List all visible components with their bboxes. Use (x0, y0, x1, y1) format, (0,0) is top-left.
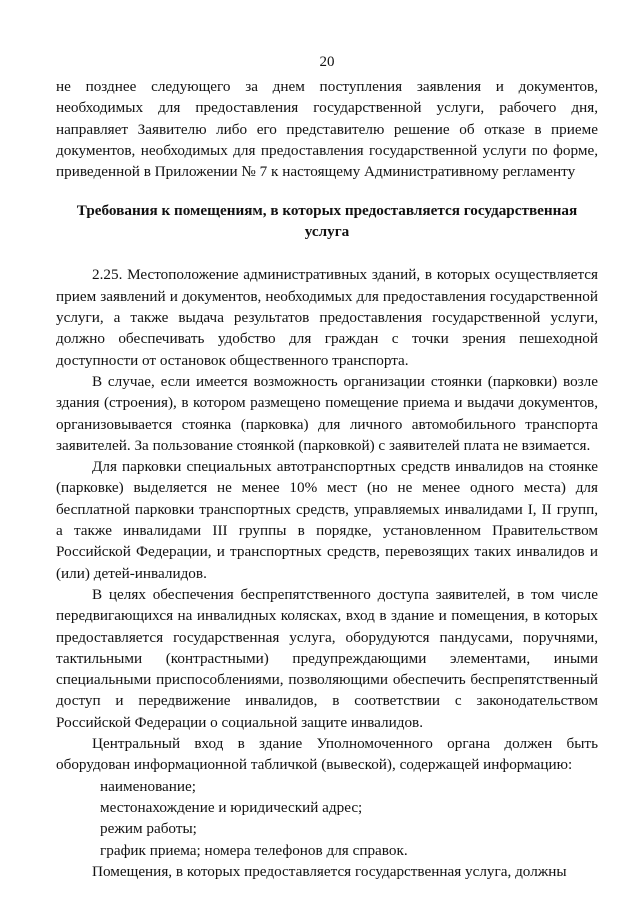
list-item: график приема; номера телефонов для справок. (100, 841, 408, 859)
list-item: местонахождение и юридический адрес; (100, 798, 363, 816)
paragraph-2-25: 2.25. Местоположение административных зданий, в которых осуществляется прием заявлений и документов, необходимых для предоставления государственной услуги, а также выдача результатов предоставления государственной услуги, должно обеспечивать удобство для граждан с точки зрения пешеходной доступности от остановок общественного транспорта. (56, 266, 598, 369)
paragraph-central-entrance: Центральный вход в здание Уполномоченного органа должен быть оборудован информационной табличкой (вывеской), содержащей информацию: (56, 735, 598, 774)
section-heading-line-2: услуга (304, 223, 350, 241)
list-item: режим работы; (100, 820, 197, 838)
final-paragraph: Помещения, в которых предоставляется государственная услуга, должны (92, 862, 567, 880)
page-number: 20 (319, 54, 335, 70)
paragraph-parking: В случае, если имеется возможность организации стоянки (парковки) возле здания (строения), в котором размещено помещение приема и выдачи документов, организовывается стоянка (парковка) для личного автомобильного транспорта заявителей. За пользование стоянкой (парковкой) с заявителей плата не взимается. (56, 372, 598, 454)
section-heading (64, 200, 590, 242)
list-item: наименование; (100, 777, 196, 795)
paragraph-disabled-parking: Для парковки специальных автотранспортных средств инвалидов на стоянке (парковке) выделяется не менее 10% мест (но не менее одного места) для бесплатной парковки транспортных средств, управляемых инвалидами I, II групп, а также инвалидами III группы в порядке, установленном Правительством Российской Федерации, и транспортных средств, перевозящих таких инвалидов и (или) детей-инвалидов. (56, 458, 598, 582)
section-heading-line-1: Требования к помещениям, в которых предоставляется государственная (76, 202, 578, 220)
paragraph-accessibility: В целях обеспечения беспрепятственного доступа заявителей, в том числе передвигающихся на инвалидных колясках, вход в здание и помещения, в которых предоставляется государственная услуга, оборудуются пандусами, поручнями, тактильными (контрастными) предупреждающими элементами, иными специальными приспособлениями, позволяющими обеспечить беспрепятственный доступ и передвижение инвалидов, в соответствии с законодательством Российской Федерации о социальной защите инвалидов. (56, 585, 598, 731)
intro-paragraph: не позднее следующего за днем поступления заявления и документов, необходимых для предоставления государственной услуги, рабочего дня, направляет Заявителю либо его представителю решение об отказе в приеме документов, необходимых для предоставления государственной услуги по форме, приведенной в Приложении № 7 к настоящему Административному регламенту (56, 78, 598, 181)
document-page (56, 52, 598, 882)
